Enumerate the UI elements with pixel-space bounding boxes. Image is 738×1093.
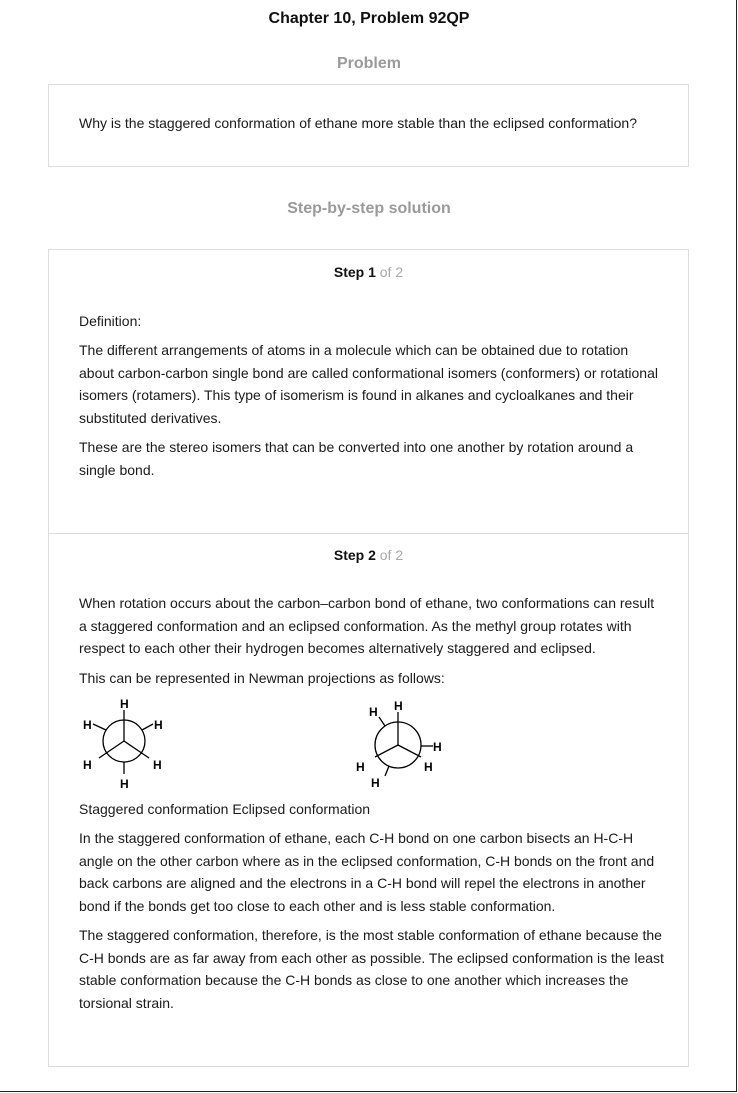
problem-box bbox=[48, 84, 689, 167]
rear-bond-line bbox=[379, 717, 385, 726]
page-title: Chapter 10, Problem 92QP bbox=[268, 10, 470, 27]
problem-text: Why is the staggered conformation of ethane more stable than the eclipsed conformation? bbox=[79, 115, 637, 131]
step-2-label: Step 2 bbox=[333, 547, 376, 563]
hydrogen-label: H bbox=[120, 777, 129, 791]
step-1-paragraph: The different arrangements of atoms in a molecule which can be obtained due to rotation about carbon-carbon single bond are called conformational isomers (conformers) or rotational isomers (rotamers). This type of isomerism is found in alkanes and cycloalkanes and their substituted derivatives. bbox=[79, 342, 658, 426]
figure-caption: Staggered conformation Eclipsed conformation bbox=[79, 801, 371, 817]
step-2-paragraph: When rotation occurs about the carbon–carbon bond of ethane, two conformations can result a staggered conformation and an eclipsed conformation. As the methyl group rotates with respect to each other their hydrogen becomes alternatively staggered and eclipsed. bbox=[79, 595, 655, 656]
step-2-paragraph: The staggered conformation, therefore, is the most stable conformation of ethane because the C-H bonds are as far away from each other as possible. The eclipsed conformation is the least stable conformation because the C-H bonds as close to one another which increases the torsional strain. bbox=[79, 927, 664, 1011]
step-1-paragraph: These are the stereo isomers that can be converted into one another by rotation around a single bond. bbox=[79, 439, 634, 478]
step-1-header bbox=[49, 264, 688, 280]
problem-heading: Problem bbox=[336, 55, 401, 72]
front-bond-line bbox=[398, 745, 421, 757]
rear-bond-line bbox=[93, 724, 106, 730]
hydrogen-label: H bbox=[371, 776, 380, 790]
eclipsed-newman-projection bbox=[349, 696, 449, 796]
hydrogen-label: H bbox=[394, 699, 403, 713]
step-1-count: of 2 bbox=[379, 264, 404, 280]
staggered-newman-projection bbox=[77, 696, 177, 796]
rear-bond-line bbox=[385, 766, 389, 776]
hydrogen-label: H bbox=[83, 758, 92, 772]
step-divider bbox=[49, 533, 688, 534]
solution-heading: Step-by-step solution bbox=[287, 200, 451, 217]
front-bond-line bbox=[375, 745, 398, 757]
solution-box bbox=[48, 249, 689, 1067]
hydrogen-label: H bbox=[83, 718, 92, 732]
hydrogen-label: H bbox=[433, 740, 442, 754]
hydrogen-label: H bbox=[369, 705, 378, 719]
hydrogen-label: H bbox=[120, 697, 129, 711]
rear-bond-line bbox=[142, 724, 153, 730]
hydrogen-label: H bbox=[424, 760, 433, 774]
step-2-count: of 2 bbox=[379, 547, 404, 563]
hydrogen-label: H bbox=[154, 718, 163, 732]
step-2-header bbox=[49, 547, 688, 563]
step-2-paragraph: In the staggered conformation of ethane, each C-H bond on one carbon bisects an H-C-H angle on the other carbon where as in the eclipsed conformation, C-H bonds on the front and back carbons are aligned and the electrons in a C-H bond will repel the electrons in another bond if the bonds get too close to each other and is less stable conformation. bbox=[79, 830, 655, 914]
step-1-label: Step 1 bbox=[333, 264, 376, 280]
hydrogen-label: H bbox=[153, 758, 162, 772]
hydrogen-label: H bbox=[356, 760, 365, 774]
step-1-paragraph: Definition: bbox=[79, 313, 142, 329]
step-2-paragraph: This can be represented in Newman projections as follows: bbox=[79, 670, 445, 686]
